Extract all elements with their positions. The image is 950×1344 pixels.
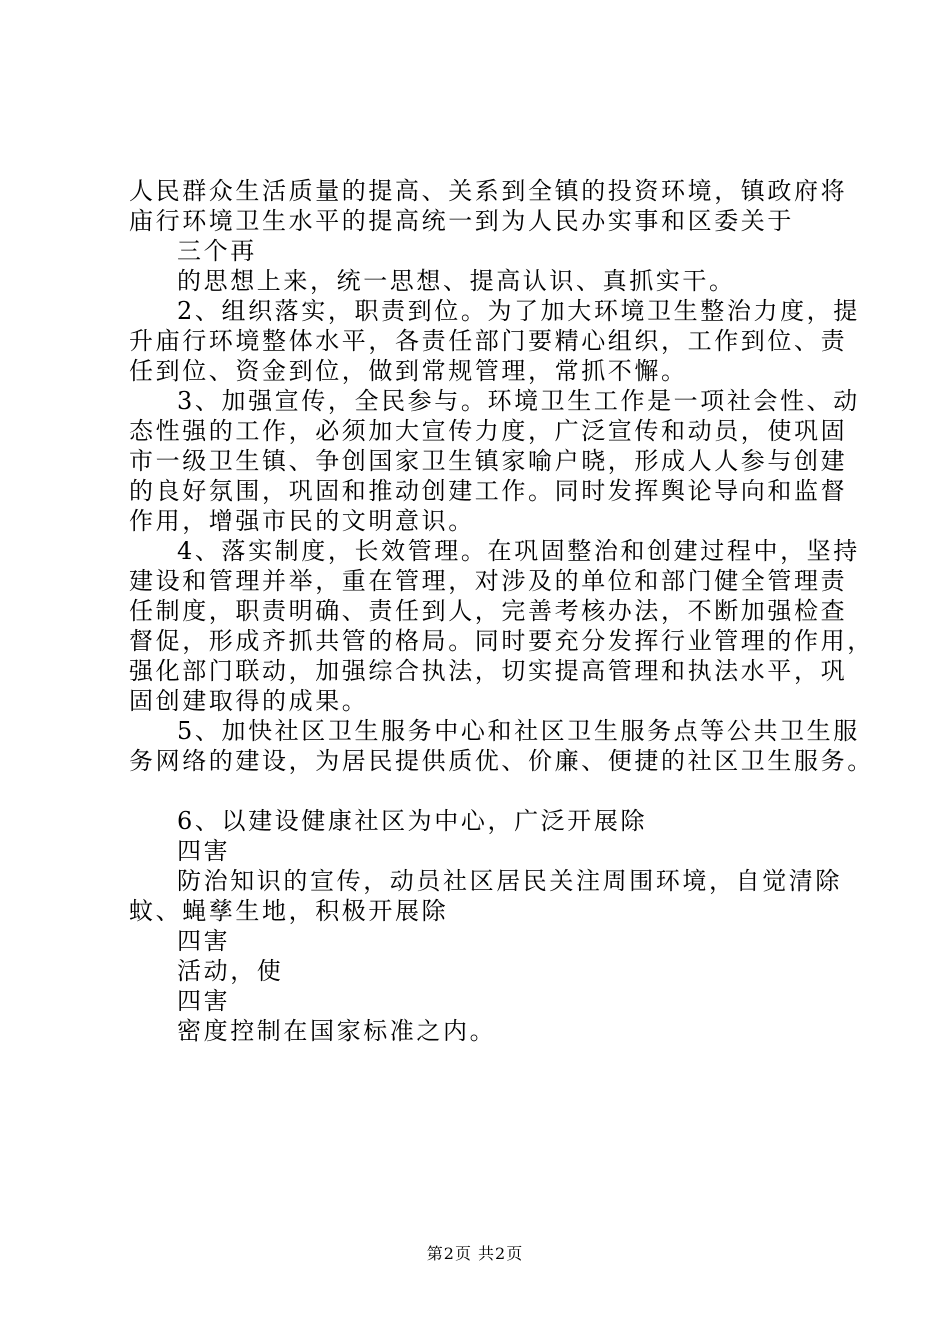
page-number-footer: 第2页 共2页 bbox=[426, 1244, 524, 1263]
text-line-27: 四害 bbox=[177, 987, 231, 1015]
text-line-19: 5、加快社区卫生服务中心和社区卫生服务点等公共卫生服 bbox=[177, 717, 860, 745]
text-line-7: 任到位、资金到位，做到常规管理，常抓不懈。 bbox=[129, 357, 688, 385]
text-line-5: 2、组织落实，职责到位。为了加大环境卫生整治力度，提 bbox=[177, 297, 860, 325]
text-line-3: 三个再 bbox=[177, 237, 257, 265]
text-line-9: 态性强的工作，必须加大宣传力度，广泛宣传和动员，使巩固 bbox=[129, 417, 848, 445]
text-line-23: 防治知识的宣传，动员社区居民关注周围环境，自觉清除 bbox=[177, 867, 842, 895]
text-line-22: 四害 bbox=[177, 837, 231, 865]
text-line-1: 人民群众生活质量的提高、关系到全镇的投资环境，镇政府将 bbox=[129, 177, 848, 205]
text-line-18: 固创建取得的成果。 bbox=[129, 687, 369, 715]
text-line-28: 密度控制在国家标准之内。 bbox=[177, 1017, 497, 1045]
text-line-24: 蚊、蝇孳生地，积极开展除 bbox=[129, 897, 449, 925]
text-line-10: 市一级卫生镇、争创国家卫生镇家喻户晓，形成人人参与创建 bbox=[129, 447, 848, 475]
text-line-15: 任制度，职责明确、责任到人，完善考核办法，不断加强检查 bbox=[129, 597, 848, 625]
text-line-17: 强化部门联动，加强综合执法，切实提高管理和执法水平，巩 bbox=[129, 657, 848, 685]
text-line-21: 6、以建设健康社区为中心，广泛开展除 bbox=[177, 807, 648, 835]
text-line-14: 建设和管理并举，重在管理，对涉及的单位和部门健全管理责 bbox=[129, 567, 848, 595]
text-line-25: 四害 bbox=[177, 927, 231, 955]
text-line-11: 的良好氛围，巩固和推动创建工作。同时发挥舆论导向和监督 bbox=[129, 477, 848, 505]
text-line-2: 庙行环境卫生水平的提高统一到为人民办实事和区委关于 bbox=[129, 207, 794, 235]
text-line-13: 4、落实制度，长效管理。在巩固整治和创建过程中，坚持 bbox=[177, 537, 860, 565]
text-line-20: 务网络的建设，为居民提供质优、价廉、便捷的社区卫生服务。 bbox=[129, 747, 874, 775]
text-line-8: 3、加强宣传，全民参与。环境卫生工作是一项社会性、动 bbox=[177, 387, 860, 415]
text-line-16: 督促，形成齐抓共管的格局。同时要充分发挥行业管理的作用， bbox=[129, 627, 874, 655]
text-line-4: 的思想上来，统一思想、提高认识、真抓实干。 bbox=[177, 267, 736, 295]
text-line-26: 活动，使 bbox=[177, 957, 284, 985]
text-line-6: 升庙行环境整体水平，各责任部门要精心组织，工作到位、责 bbox=[129, 327, 848, 355]
text-line-12: 作用，增强市民的文明意识。 bbox=[129, 507, 475, 535]
